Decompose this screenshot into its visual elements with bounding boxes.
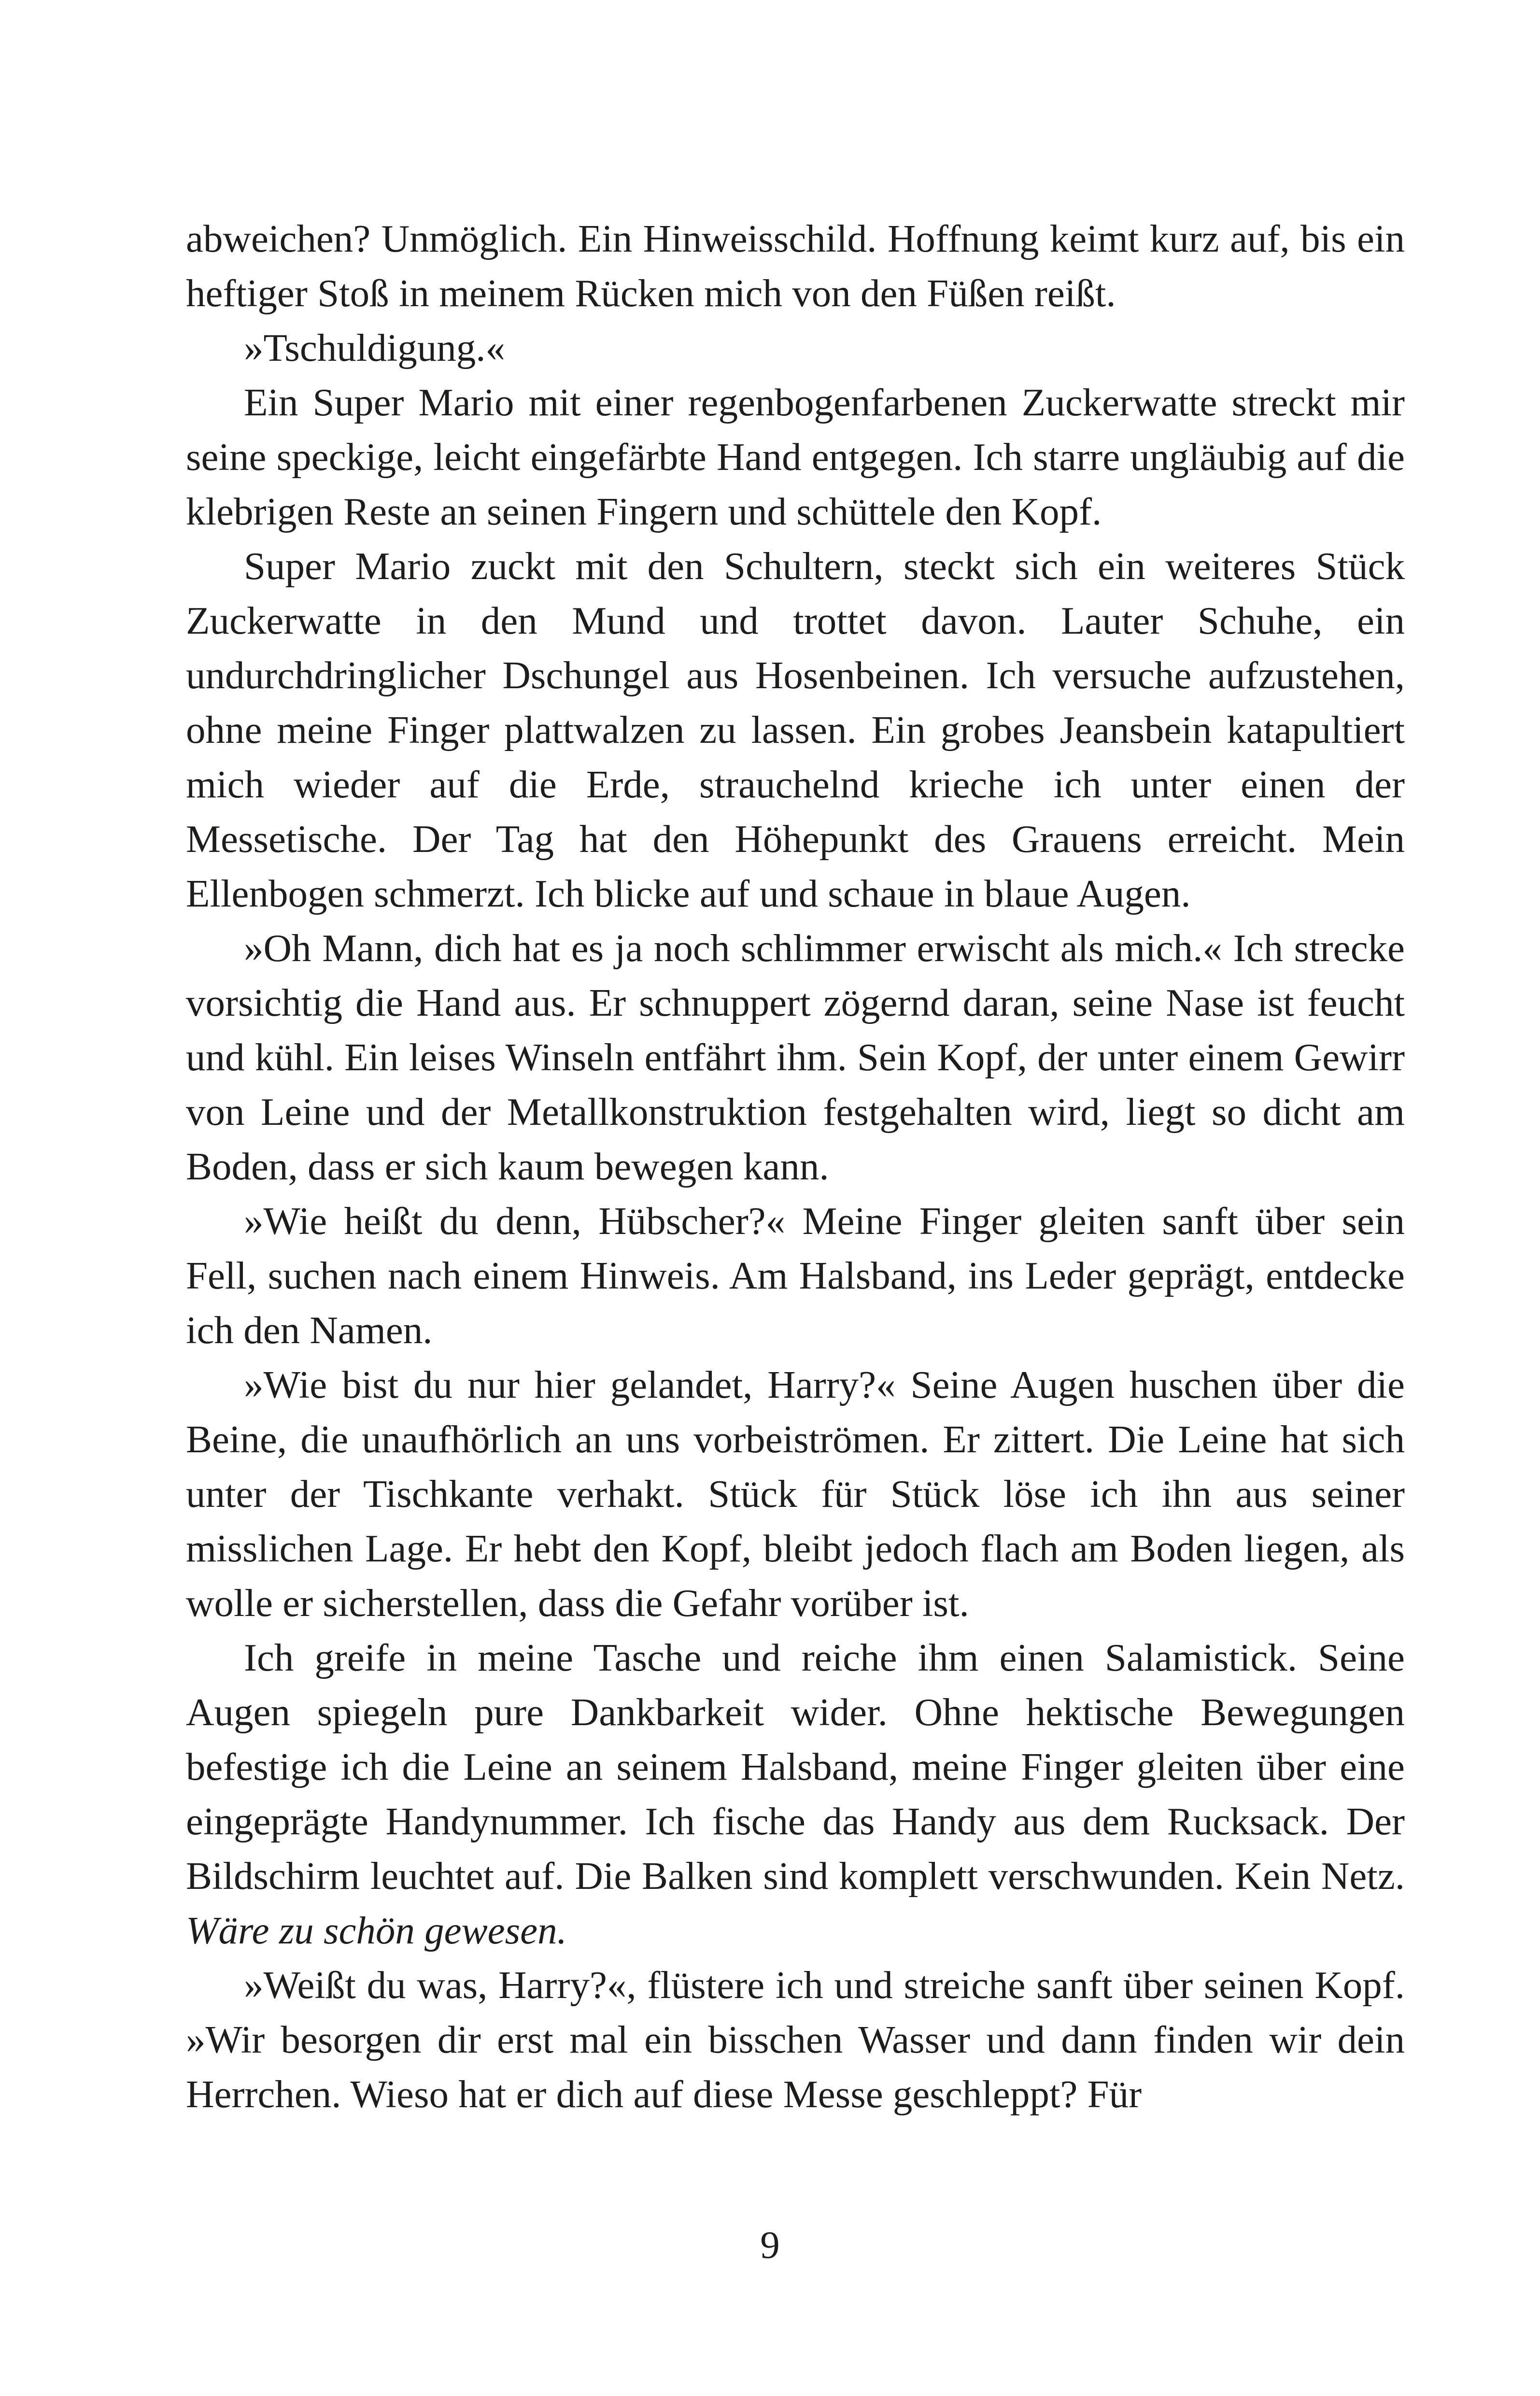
paragraph: »Wie heißt du denn, Hübscher?« Meine Finger gleiten sanft über sein Fell, suchen nach einem Hinweis. Am Halsband, ins Leder geprägt, entdecke ich den Namen. [186,1199,1405,1352]
paragraph: »Wie bist du nur hier gelandet, Harry?« Seine Augen huschen über die Beine, die unaufhörlich an uns vorbeiströmen. Er zittert. Die Leine hat sich unter der Tischkante verhakt. Stück für Stück löse ich ihn aus seiner misslichen Lage. Er hebt den Kopf, bleibt jedoch flach am Boden liegen, als wolle er sicherstellen, dass die Gefahr vorüber ist. [186,1363,1405,1625]
paragraph: Super Mario zuckt mit den Schultern, steckt sich ein weiteres Stück Zuckerwatte in den Mund und trottet davon. Lauter Schuhe, ein undurchdringlicher Dschungel aus Hosenbeinen. Ich versuche aufzustehen, ohne meine Finger plattwalzen zu lassen. Ein grobes Jeansbein katapultiert mich wieder auf die Erde, strauchelnd krieche ich unter einen der Messetische. Der Tag hat den Höhepunkt des Grauens erreicht. Mein Ellenbogen schmerzt. Ich blicke auf und schaue in blaue Augen. [186,544,1405,915]
paragraph: »Tschuldigung.« [244,326,506,369]
paragraph: »Weißt du was, Harry?«, flüstere ich und streiche sanft über seinen Kopf. »Wir besorgen dir erst mal ein bisschen Wasser und dann finden wir dein Herrchen. Wieso hat er dich auf diese Messe geschleppt? Für [186,1963,1405,2116]
paragraph [186,1630,1405,1958]
paragraph: »Oh Mann, dich hat es ja noch schlimmer erwischt als mich.« Ich strecke vorsichtig die Hand aus. Er schnuppert zögernd daran, seine Nase ist feucht und kühl. Ein leises Winseln entfährt ihm. Sein Kopf, der unter einem Gewirr von Leine und der Metallkonstruktion festgehalten wird, liegt so dicht am Boden, dass er sich kaum bewegen kann. [186,926,1405,1188]
page-number: 9 [760,2223,780,2267]
paragraph: Ein Super Mario mit einer regenbogenfarbenen Zuckerwatte streckt mir seine speckige, leicht eingefärbte Hand entgegen. Ich starre ungläubig auf die klebrigen Reste an seinen Fingern und schüttele den Kopf. [186,381,1405,533]
italic-thought: Wäre zu schön gewesen. [186,1909,567,1952]
body-text [186,212,1405,2122]
paragraph-text: Ich greife in meine Tasche und reiche ihm einen Salamistick. Seine Augen spiegeln pure Dankbarkeit wider. Ohne hektische Bewegungen befestige ich die Leine an seinem Halsband, meine Finger gleiten über eine eingeprägte Handynummer. Ich fische das Handy aus dem Rucksack. Der Bildschirm leuchtet auf. Die Balken sind komplett verschwunden. Kein Netz. [186,1636,1405,1898]
paragraph: abweichen? Unmöglich. Ein Hinweisschild. Hoffnung keimt kurz auf, bis ein heftiger Stoß in meinem Rücken mich von den Füßen reißt. [186,217,1405,315]
